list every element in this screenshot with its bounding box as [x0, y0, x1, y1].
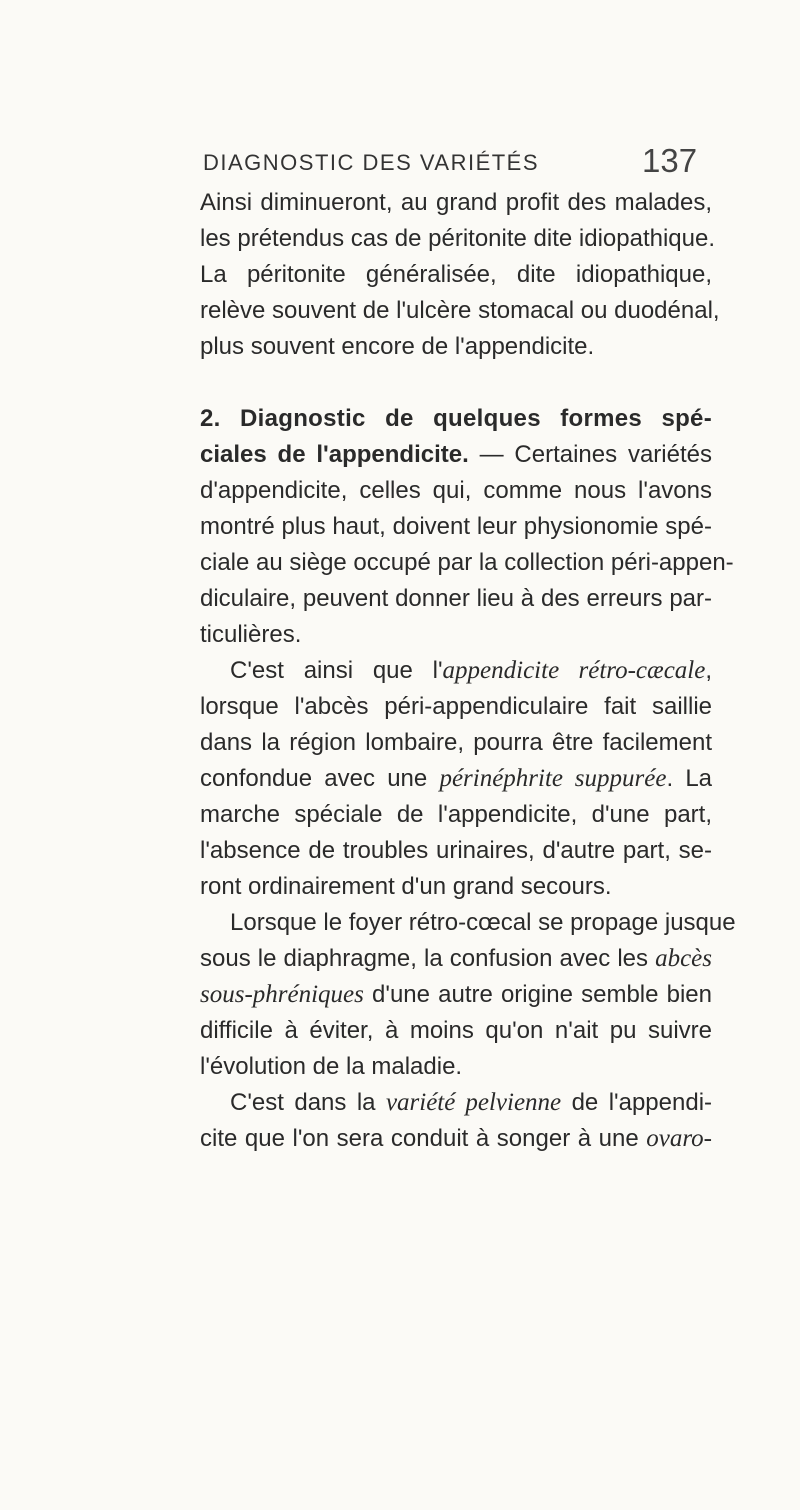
text-line: [200, 437, 712, 473]
italic-term: abcès: [655, 945, 712, 972]
italic-term: appendicite rétro-cæcale: [442, 657, 706, 684]
text-fragment: C'est ainsi que l': [230, 657, 443, 684]
text-line: dans la région lombaire, pourra être facilement: [200, 729, 712, 756]
text-line: l'évolution de la maladie.: [200, 1053, 463, 1080]
italic-term: ovaro-: [646, 1125, 712, 1152]
text-line: lorsque l'abcès péri-appendiculaire fait saillie: [200, 693, 712, 720]
text-line: [200, 1085, 712, 1121]
text-line: montré plus haut, doivent leur physionomie spé-: [200, 513, 712, 540]
paragraph-gap: [200, 365, 712, 401]
text-line: ront ordinairement d'un grand secours.: [200, 873, 612, 900]
text-fragment: d'une autre origine semble bien: [363, 981, 712, 1008]
italic-term: variété pelvienne: [385, 1089, 562, 1116]
text-line: difficile à éviter, à moins qu'on n'ait pu suivre: [200, 1017, 712, 1044]
text-line: diculaire, peuvent donner lieu à des erreurs par-: [200, 585, 712, 612]
text-line: Ainsi diminueront, au grand profit des malades,: [200, 189, 712, 216]
text-fragment: confondue avec une: [200, 765, 440, 792]
text-line: [200, 761, 712, 797]
text-fragment: — Certaines variétés: [468, 441, 712, 468]
text-line: ticulières.: [200, 621, 302, 648]
section-heading: ciales de l'appendicite.: [200, 441, 469, 468]
text-line: marche spéciale de l'appendicite, d'une part,: [200, 801, 712, 828]
text-fragment: de l'appendi-: [561, 1089, 713, 1116]
text-line: l'absence de troubles urinaires, d'autre part, se-: [200, 837, 712, 864]
text-line: ciale au siège occupé par la collection péri-appen-: [200, 549, 734, 576]
italic-term: sous-phréniques: [200, 981, 364, 1008]
text-line: d'appendicite, celles qui, comme nous l'avons: [200, 477, 712, 504]
italic-term: périnéphrite suppurée: [439, 765, 667, 792]
text-line: relève souvent de l'ulcère stomacal ou duodénal,: [200, 297, 720, 324]
text-line: [200, 941, 712, 977]
text-line: plus souvent encore de l'appendicite.: [200, 333, 595, 360]
text-line: La péritonite généralisée, dite idiopathique,: [200, 261, 712, 288]
page-header: [200, 142, 700, 188]
text-fragment: sous le diaphragme, la confusion avec les: [200, 945, 656, 972]
text-fragment: ,: [705, 657, 712, 684]
text-fragment: C'est dans la: [230, 1089, 386, 1116]
text-line: Lorsque le foyer rétro-cœcal se propage jusque: [230, 909, 736, 936]
section-heading: 2. Diagnostic de quelques formes spé-: [200, 405, 712, 432]
text-line: [200, 1121, 712, 1157]
text-line: [200, 653, 712, 689]
page-number: 137: [642, 142, 698, 179]
text-fragment: cite que l'on sera conduit à songer à une: [200, 1125, 647, 1152]
text-fragment: . La: [666, 765, 713, 792]
text-line: les prétendus cas de péritonite dite idiopathique.: [200, 225, 716, 252]
running-head: DIAGNOSTIC DES VARIÉTÉS: [203, 150, 540, 175]
body-text: [200, 185, 736, 1157]
text-line: [200, 977, 712, 1013]
